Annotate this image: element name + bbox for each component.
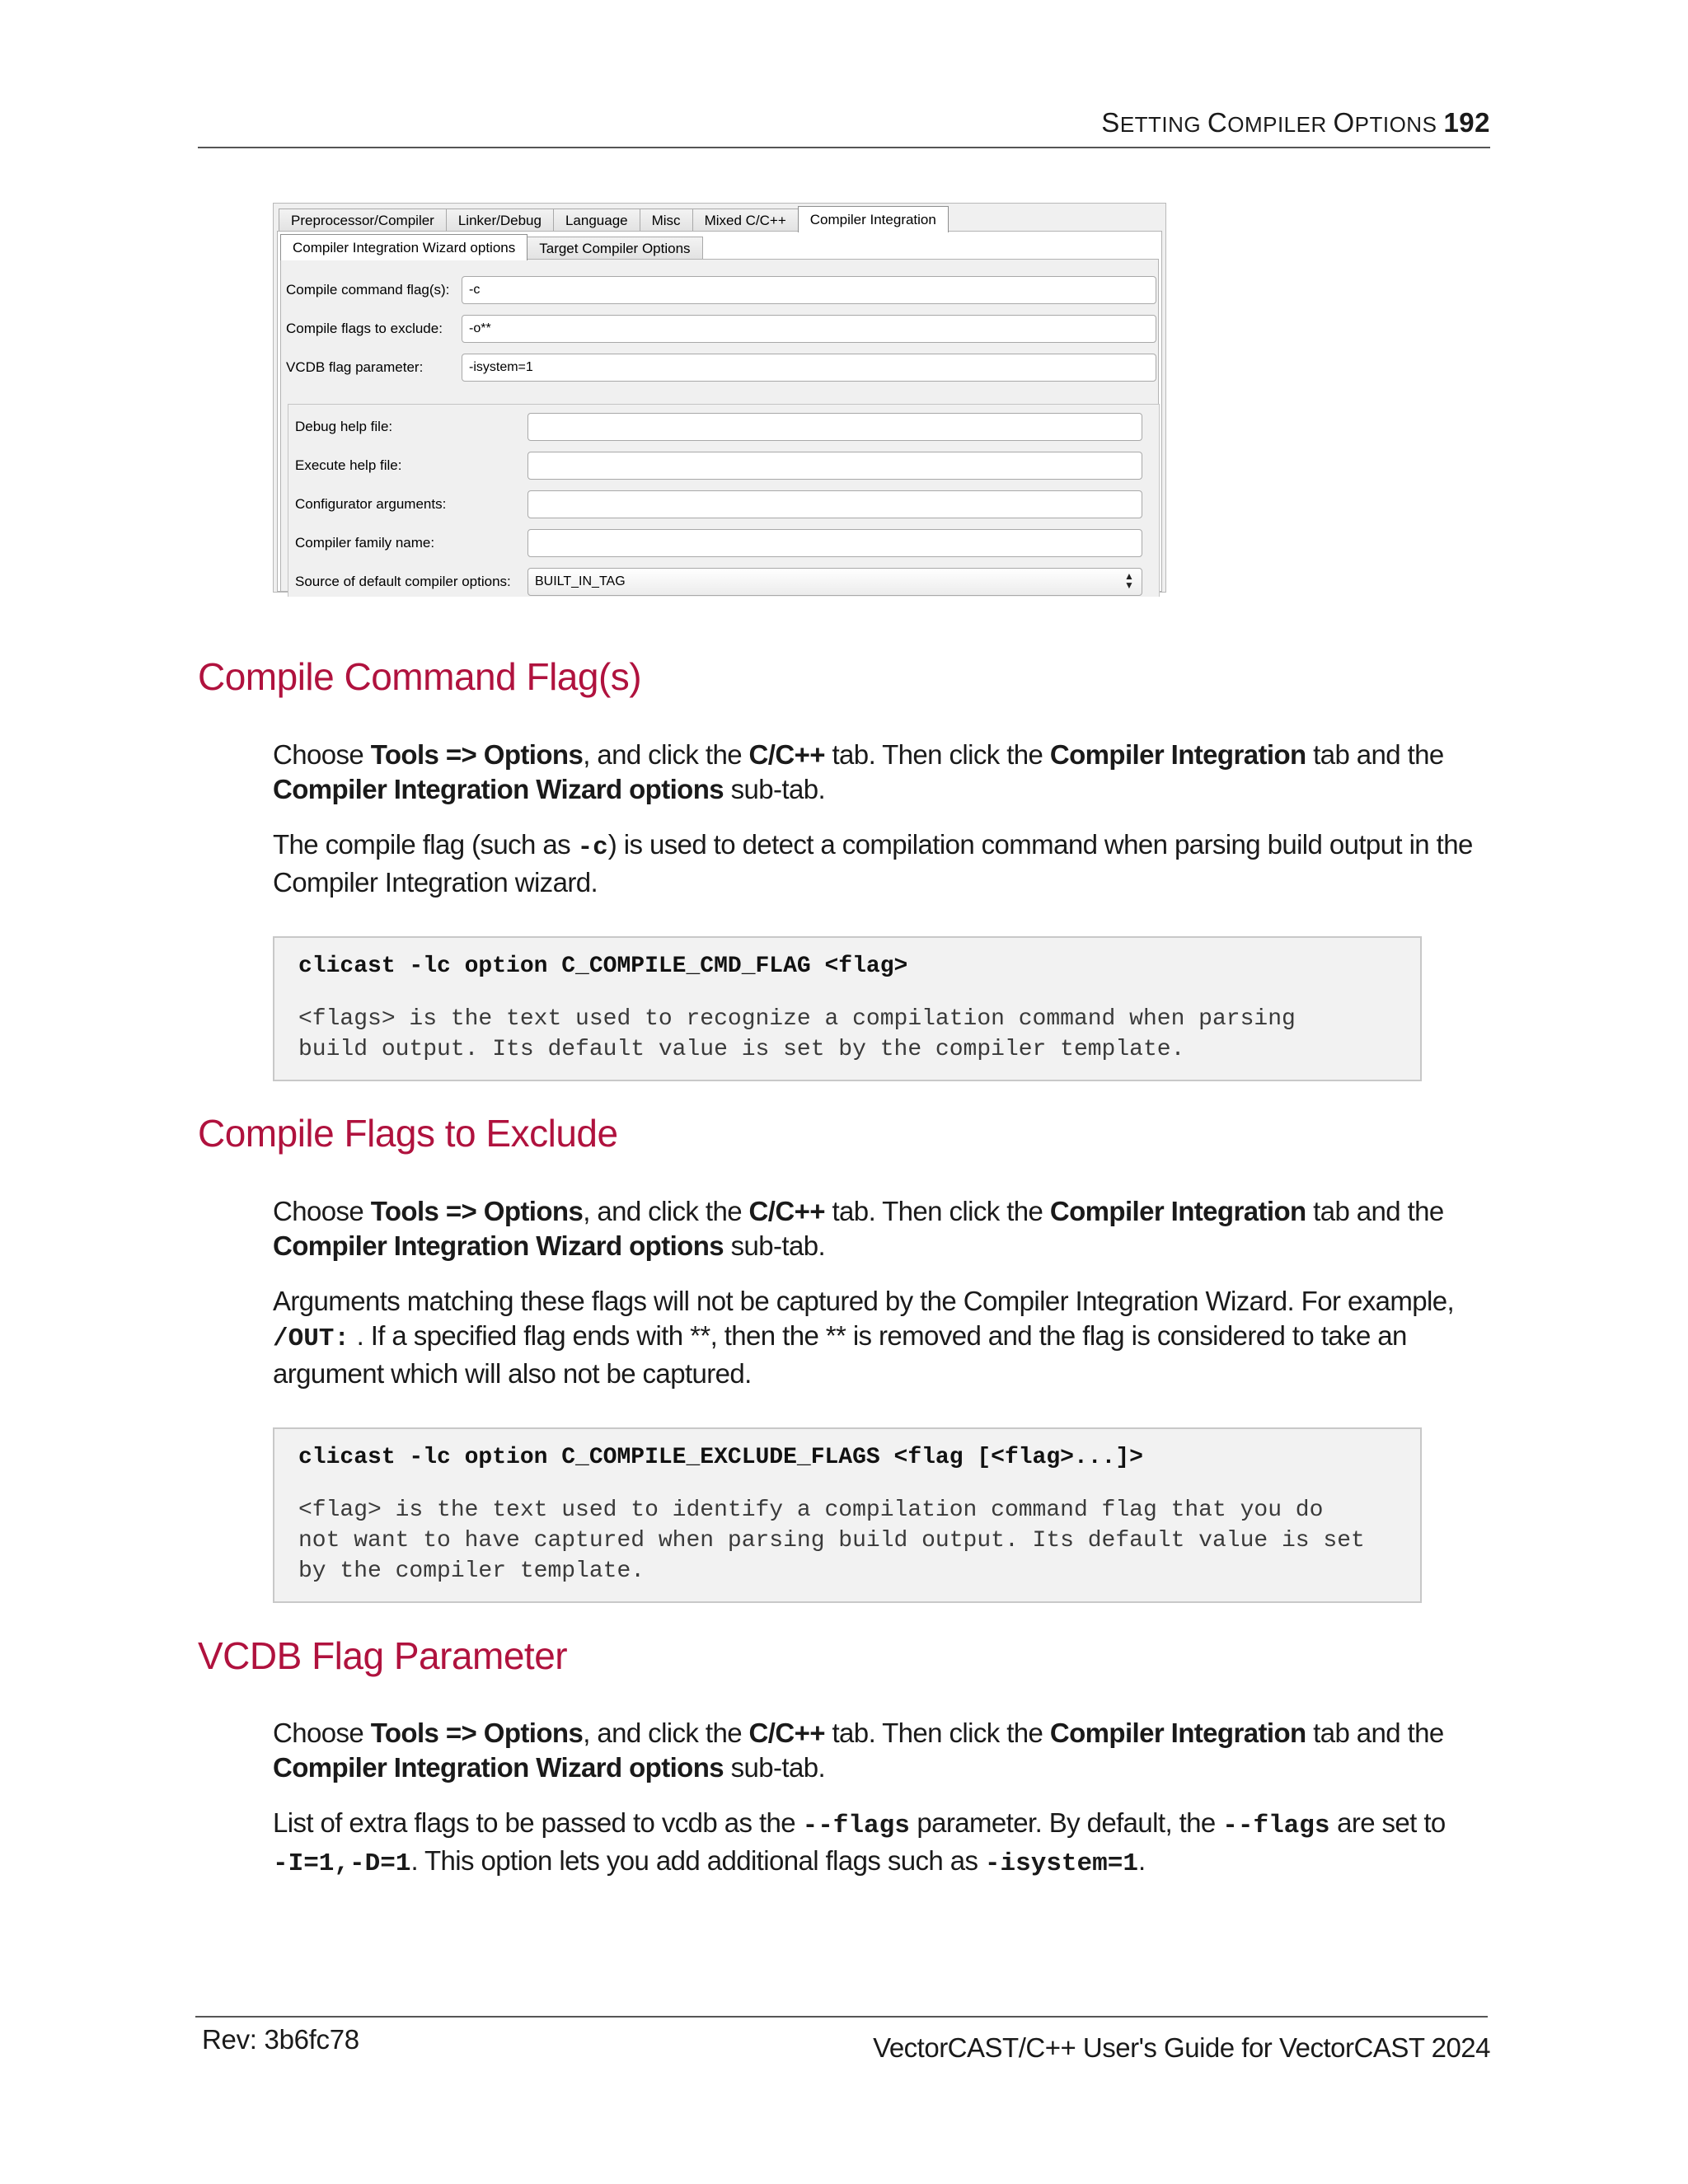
tab-linker-debug[interactable]: Linker/Debug bbox=[446, 209, 554, 232]
compile-command-flag-label: Compile command flag(s): bbox=[286, 282, 450, 298]
configurator-arguments-label: Configurator arguments: bbox=[295, 496, 447, 512]
page-header bbox=[198, 105, 1490, 148]
options-dialog-screenshot bbox=[273, 203, 1166, 593]
page-number: 192 bbox=[1443, 107, 1490, 138]
compiler-integration-panel bbox=[277, 231, 1162, 592]
execute-help-file-label: Execute help file: bbox=[295, 457, 402, 473]
heading-compile-flags-exclude: Compile Flags to Exclude bbox=[198, 1112, 618, 1155]
nav-instructions-2: Choose Tools => Options, and click the C/C++ tab. Then click the Compiler Integration tab and the Compiler Integration Wizard options sub-tab. bbox=[273, 1196, 1444, 1261]
code-block-exclude-flags bbox=[273, 1427, 1422, 1603]
main-tab-bar bbox=[279, 207, 948, 232]
heading-vcdb-flag-parameter: VCDB Flag Parameter bbox=[198, 1634, 568, 1677]
wizard-options-panel bbox=[280, 259, 1159, 591]
debug-help-file-label: Debug help file: bbox=[295, 419, 393, 434]
running-header: SETTING COMPILER OPTIONS 192 bbox=[1101, 107, 1490, 138]
heading-compile-command-flags: Compile Command Flag(s) bbox=[198, 655, 642, 698]
execute-help-file-input[interactable] bbox=[528, 452, 1142, 480]
compiler-family-name-label: Compiler family name: bbox=[295, 535, 435, 551]
subtab-wizard-options[interactable]: Compiler Integration Wizard options bbox=[280, 234, 528, 260]
revision-label: Rev: 3b6fc78 bbox=[202, 2024, 359, 2055]
compile-flags-exclude-input[interactable]: -o** bbox=[462, 315, 1156, 343]
subtab-target-compiler-options[interactable]: Target Compiler Options bbox=[527, 237, 702, 260]
tab-mixed-c-cpp[interactable]: Mixed C/C++ bbox=[692, 209, 799, 232]
footer-divider bbox=[195, 2016, 1488, 2018]
code-command: clicast -lc option C_COMPILE_EXCLUDE_FLAGS <flag [<flag>...]> bbox=[298, 1445, 1143, 1470]
compiler-family-name-input[interactable] bbox=[528, 529, 1142, 557]
help-files-group bbox=[288, 404, 1160, 597]
guide-title: VectorCAST/C++ User's Guide for VectorCAST 2024 bbox=[873, 2032, 1490, 2063]
spinner-arrows-icon: ▲ ▼ bbox=[1124, 570, 1134, 591]
code-description: <flags> is the text used to recognize a compilation command when parsing build output. Its default value is set by the compiler template. bbox=[298, 1006, 1296, 1062]
compile-flag-description: The compile flag (such as -c) is used to detect a compilation command when parsing build output in the Compiler Integration wizard. bbox=[273, 829, 1473, 898]
vcdb-flag-parameter-input[interactable]: -isystem=1 bbox=[462, 354, 1156, 382]
tab-language[interactable]: Language bbox=[553, 209, 640, 232]
nav-instructions-3: Choose Tools => Options, and click the C/C++ tab. Then click the Compiler Integration tab and the Compiler Integration Wizard options sub-tab. bbox=[273, 1718, 1444, 1783]
source-default-options-value: BUILT_IN_TAG bbox=[535, 574, 626, 588]
vcdb-flag-parameter-label: VCDB flag parameter: bbox=[286, 359, 424, 375]
code-command: clicast -lc option C_COMPILE_CMD_FLAG <flag> bbox=[298, 954, 908, 979]
tab-misc[interactable]: Misc bbox=[640, 209, 693, 232]
source-default-options-select[interactable] bbox=[528, 568, 1142, 596]
sub-tab-bar bbox=[280, 235, 702, 260]
compile-flags-exclude-label: Compile flags to exclude: bbox=[286, 321, 443, 336]
tab-compiler-integration[interactable]: Compiler Integration bbox=[798, 206, 949, 232]
code-block-compile-cmd-flag bbox=[273, 936, 1422, 1081]
vcdb-flags-description: List of extra flags to be passed to vcdb as the --flags parameter. By default, the --flags are set to -I=1,-D=1. This option lets you add additional flags such as -isystem=1. bbox=[273, 1807, 1446, 1878]
source-default-options-label: Source of default compiler options: bbox=[295, 574, 511, 589]
code-description: <flag> is the text used to identify a compilation command flag that you do not want to have captured when parsing build output. Its default value is set by the compiler template. bbox=[298, 1497, 1365, 1584]
exclude-flags-description: Arguments matching these flags will not be captured by the Compiler Integration Wizard. For example, /OUT: . If a specified flag ends with **, then the ** is removed and the flag is considered to take an argument which will also not be captured. bbox=[273, 1286, 1455, 1389]
nav-instructions-1: Choose Tools => Options, and click the C/C++ tab. Then click the Compiler Integration tab and the Compiler Integration Wizard options sub-tab. bbox=[273, 739, 1444, 804]
configurator-arguments-input[interactable] bbox=[528, 490, 1142, 518]
tab-preprocessor-compiler[interactable]: Preprocessor/Compiler bbox=[279, 209, 447, 232]
debug-help-file-input[interactable] bbox=[528, 413, 1142, 441]
compile-command-flag-input[interactable]: -c bbox=[462, 276, 1156, 304]
